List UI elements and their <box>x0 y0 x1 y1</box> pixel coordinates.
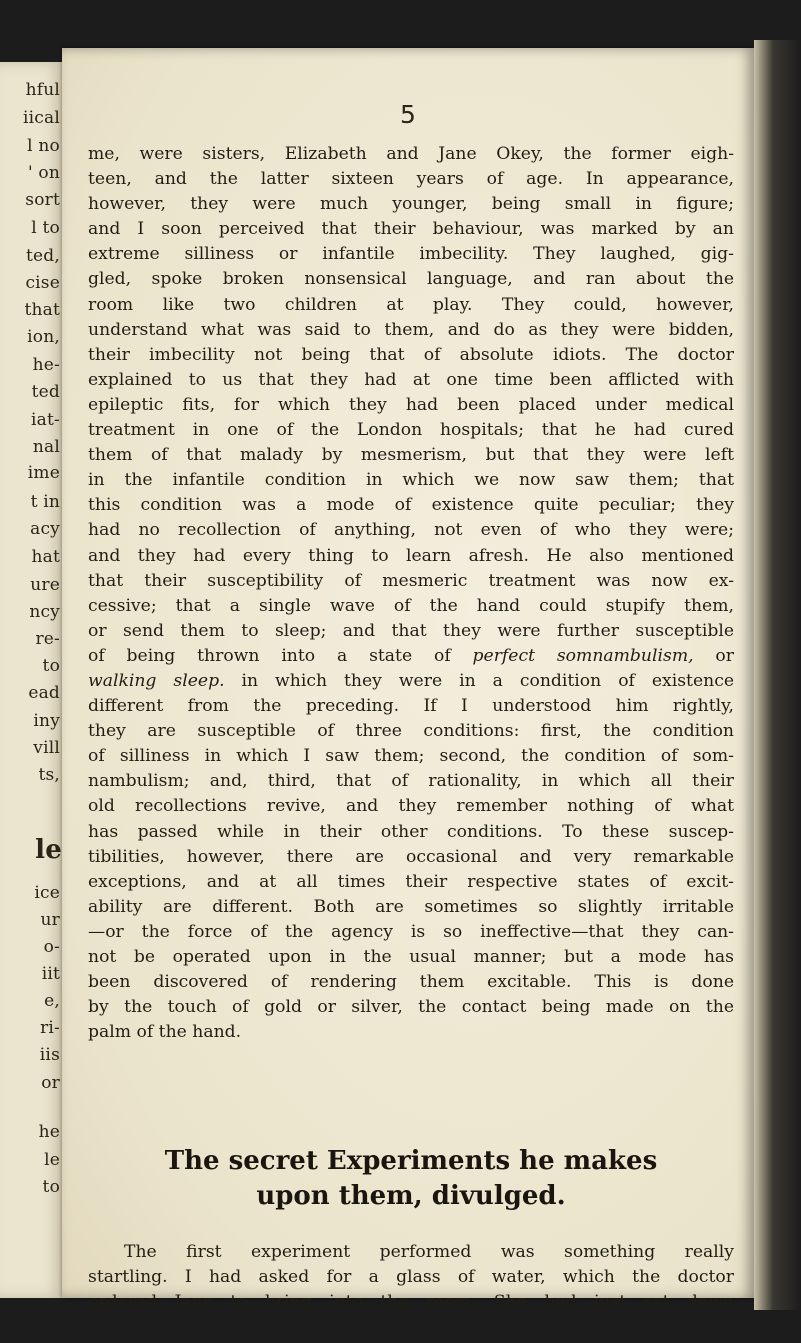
text-line: of silliness in which I saw them; second, the condition of som- <box>88 746 734 767</box>
text-line: and I soon perceived that their behaviour, was marked by an <box>88 219 734 240</box>
facing-page-edge <box>0 62 67 1298</box>
text-line: exceptions, and at all times their respective states of excit- <box>88 871 734 892</box>
section-heading <box>88 1144 734 1214</box>
facing-page-text-fragment: to <box>42 656 60 676</box>
text-line: treatment in one of the London hospitals; that he had cured <box>88 420 734 441</box>
text-line: teen, and the latter sixteen years of age. In appearance, <box>88 169 734 190</box>
text-line: ability are different. Both are sometimes so slightly irritable <box>88 896 734 917</box>
text-line: their imbecility not being that of absolute idiots. The doctor <box>88 344 734 365</box>
text-line: The first experiment performed was something really <box>124 1242 734 1262</box>
text-line: they are susceptible of three conditions: first, the condition <box>88 721 734 742</box>
facing-page-text-fragment: e, <box>44 991 60 1011</box>
text-line: explained to us that they had at one time been afflicted with <box>88 369 734 390</box>
facing-page-text-fragment: nal <box>32 437 60 457</box>
text-run: of being thrown into a state of <box>88 645 473 666</box>
text-line: had no recollection of anything, not even of who they were; <box>88 520 734 541</box>
text-line: by the touch of gold or silver, the contact being made on the <box>88 997 734 1018</box>
book-page <box>62 48 754 1313</box>
facing-page-text-fragment: to <box>42 1177 60 1197</box>
text-line: has passed while in their other conditions. To these suscep- <box>88 821 734 842</box>
text-line: —or the force of the agency is so ineffective—that they can- <box>88 921 734 942</box>
page-number: 5 <box>400 100 416 129</box>
text-line: different from the preceding. If I understood him rightly, <box>88 696 734 717</box>
facing-page-text-fragment: ice <box>34 883 60 903</box>
book-spine-shadow <box>754 40 801 1310</box>
facing-page-text-fragment: that <box>24 300 60 320</box>
text-line: extreme silliness or infantile imbecility. They laughed, gig- <box>88 244 734 265</box>
facing-page-text-fragment: ' on <box>27 163 60 183</box>
section-heading-line: The secret Experiments he makes <box>164 1146 658 1176</box>
facing-page-text-fragment: t in <box>30 492 60 512</box>
text-line: been discovered of rendering them excitable. This is done <box>88 972 734 993</box>
facing-page-text-fragment: iical <box>23 108 60 128</box>
facing-page-text-fragment: iat- <box>31 410 60 430</box>
facing-page-text-fragment: cise <box>25 273 60 293</box>
text-line: room like two children at play. They could, however, <box>88 294 734 315</box>
text-line: nambulism; and, third, that of rationality, in which all their <box>88 771 734 792</box>
facing-page-text-fragment: ncy <box>29 602 60 622</box>
text-line <box>88 669 734 694</box>
facing-page-text-fragment: iit <box>41 964 60 984</box>
text-line: gled, spoke broken nonsensical language, and ran about the <box>88 269 734 290</box>
text-line: understand what was said to them, and do as they were bidden, <box>88 319 734 340</box>
italic-term: walking sleep. <box>88 670 225 691</box>
facing-page-text-fragment: vill <box>33 738 60 758</box>
text-line: and they had every thing to learn afresh. He also mentioned <box>88 545 734 566</box>
body-paragraph <box>88 1240 734 1315</box>
text-line: not be operated upon in the usual manner; but a mode has <box>88 947 734 967</box>
facing-page-text-fragment: hful <box>25 80 60 100</box>
section-heading-line: upon them, divulged. <box>256 1181 566 1211</box>
facing-page-text-fragment: iny <box>33 711 60 731</box>
facing-page-text-fragment: ure <box>30 575 60 595</box>
body-paragraph <box>88 142 734 1045</box>
facing-page-text-fragment: or <box>41 1073 60 1093</box>
facing-page-text-fragment: iis <box>39 1045 60 1065</box>
text-line: this condition was a mode of existence quite peculiar; they <box>88 495 734 516</box>
facing-page-text-fragment: ead <box>28 683 60 703</box>
facing-page-text-fragment: acy <box>30 519 60 539</box>
facing-page-text-fragment: ts, <box>38 765 60 785</box>
facing-page-text-fragment: o- <box>43 937 60 957</box>
text-line: palm of the hand. <box>88 1022 242 1043</box>
facing-page-text-fragment: ri- <box>40 1018 60 1038</box>
facing-page-text-fragment: sort <box>25 190 60 210</box>
text-line: that their susceptibility of mesmeric treatment was now ex- <box>88 570 734 591</box>
facing-page-text-fragment: ion, <box>27 327 60 347</box>
facing-page-text-fragment: he- <box>32 355 60 375</box>
facing-page-text-fragment: ur <box>40 910 60 930</box>
facing-page-text-fragment: l no <box>27 136 60 156</box>
text-line: tibilities, however, there are occasional and very remarkable <box>88 846 734 867</box>
text-line: epileptic fits, for which they had been placed under medical <box>88 394 734 415</box>
facing-page-text-fragment: re- <box>35 629 60 649</box>
facing-page-text-fragment: le <box>44 1150 60 1170</box>
facing-page-text-fragment: he <box>38 1122 60 1142</box>
text-line: in the infantile condition in which we now saw them; that <box>88 470 734 491</box>
text-line: them of that malady by mesmerism, but that they were left <box>88 445 734 466</box>
text-line: me, were sisters, Elizabeth and Jane Okey, the former eigh- <box>88 144 734 164</box>
facing-page-text-fragment: ted, <box>26 246 60 266</box>
facing-page-text-fragment: ted <box>31 382 60 402</box>
text-line: or send them to sleep; and that they were further susceptible <box>88 620 734 641</box>
italic-term: perfect somnambulism, <box>472 645 694 666</box>
text-line: however, they were much younger, being small in figure; <box>88 194 734 215</box>
facing-page-text-fragment: le <box>35 835 62 865</box>
text-line: cessive; that a single wave of the hand could stupify them, <box>88 595 734 616</box>
text-run: in which they were in a condition of existence <box>224 670 734 691</box>
facing-page-text-fragment: ime <box>27 463 60 483</box>
facing-page-text-fragment: l to <box>31 218 60 238</box>
text-line: old recollections revive, and they remember nothing of what <box>88 796 734 817</box>
text-line: ordered Jane to bring into the room. She had just set down <box>88 1292 734 1313</box>
text-line: startling. I had asked for a glass of water, which the doctor <box>88 1267 734 1288</box>
text-line <box>88 644 734 669</box>
facing-page-text-fragment: hat <box>31 547 60 567</box>
text-run: or <box>693 645 734 666</box>
